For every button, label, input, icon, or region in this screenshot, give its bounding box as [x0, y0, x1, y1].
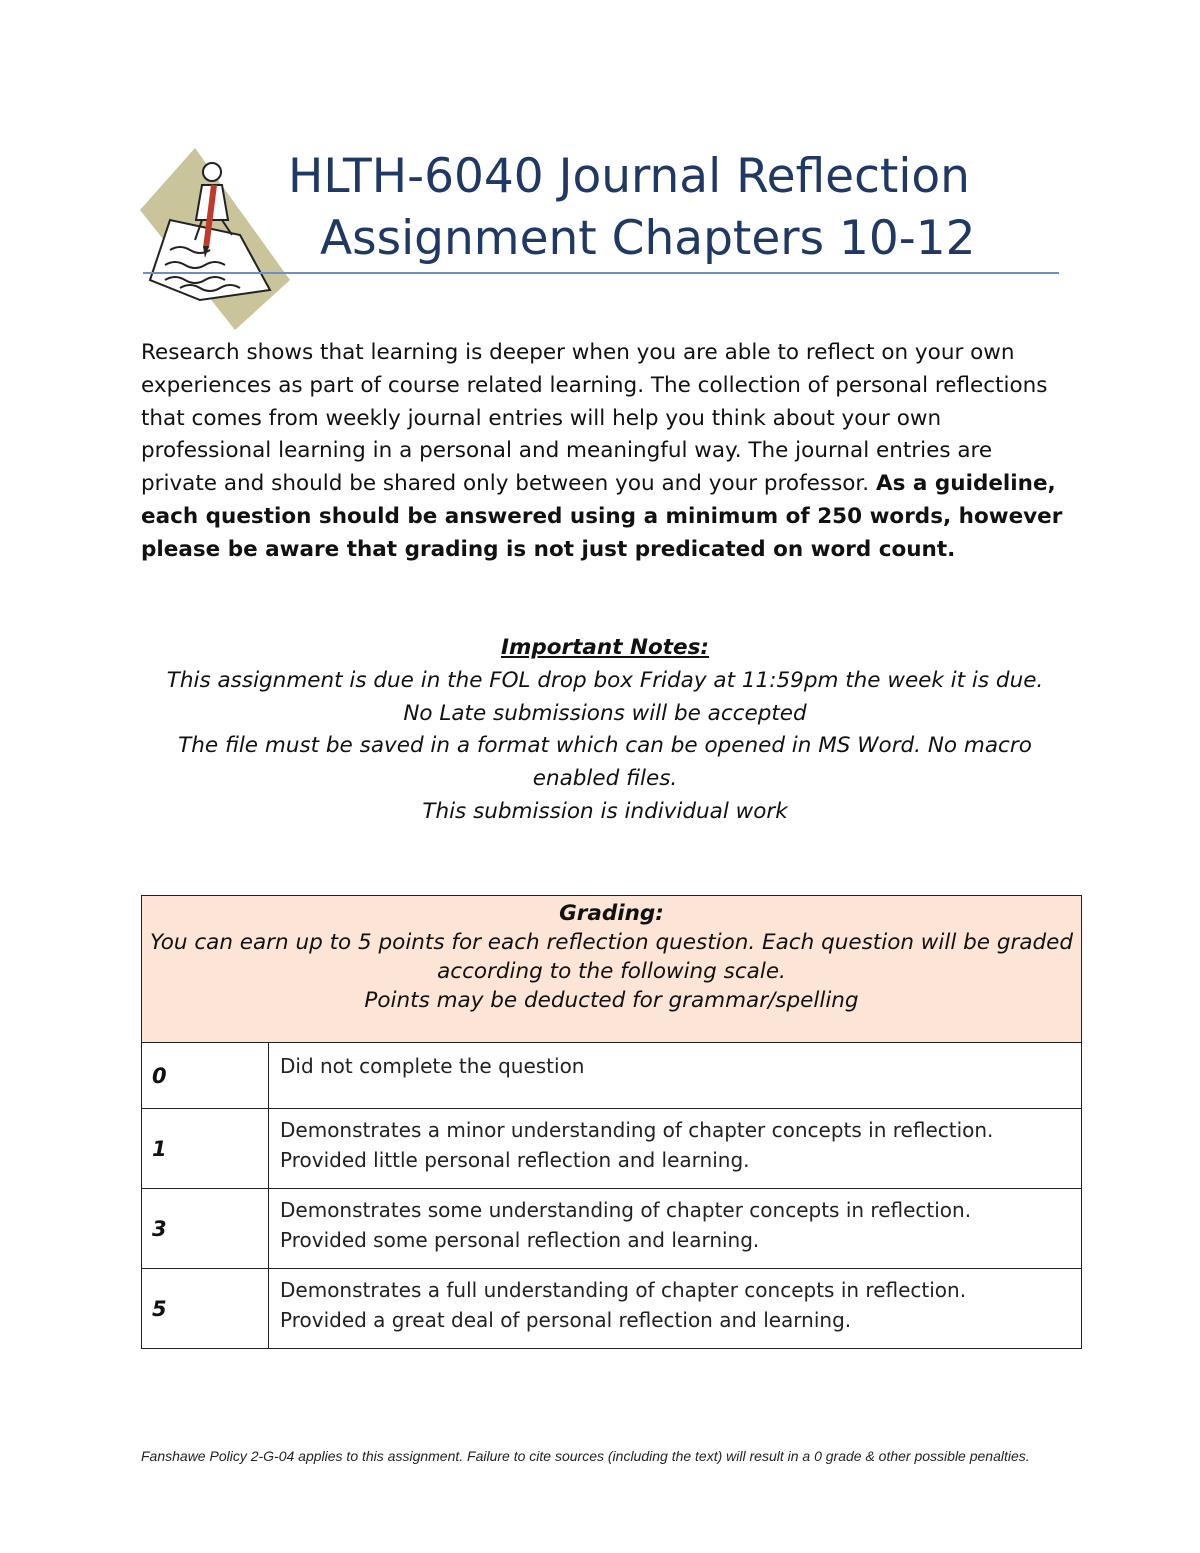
- grading-table: [141, 895, 1082, 1349]
- intro-bold-guideline: As a guideline, each question should be answered using a minimum of 250 words, however please be aware that grading is not just predicated on word count.: [141, 471, 1063, 562]
- score-cell: 0: [142, 1043, 269, 1109]
- table-row: [142, 1269, 1082, 1349]
- policy-footer: Fanshawe Policy 2-G-04 applies to this assignment. Failure to cite sources (including the text) will result in a 0 grade & other possible penalties.: [141, 1448, 1030, 1464]
- score-cell: 5: [142, 1269, 269, 1349]
- table-row: [142, 1043, 1082, 1109]
- description-line: Provided a great deal of personal reflection and learning.: [280, 1308, 852, 1332]
- grading-title: Grading:: [559, 901, 664, 926]
- description-cell: [269, 1109, 1082, 1189]
- description-cell: [269, 1269, 1082, 1349]
- intro-paragraph: [141, 337, 1066, 567]
- description-cell: [269, 1043, 1082, 1109]
- intro-text: Research shows that learning is deeper when you are able to reflect on your own experiences as part of course related learning. The collection of personal reflections that comes from weekly journal entries will help you think about your own professional learning in a personal and meaningful way. The journal entries are private and should be shared only between you and your professor.: [141, 340, 1048, 497]
- grading-description: You can earn up to 5 points for each reflection question. Each question will be graded according to the following scale.: [149, 930, 1074, 984]
- description-line: Demonstrates some understanding of chapter concepts in reflection.: [280, 1198, 972, 1222]
- grading-deduction-note: Points may be deducted for grammar/spelling: [364, 988, 859, 1013]
- notes-heading: Important Notes:: [500, 635, 710, 660]
- description-line: Provided some personal reflection and learning.: [280, 1228, 760, 1252]
- title-line-1: HLTH-6040 Journal Reflection: [288, 149, 970, 204]
- description-cell: [269, 1189, 1082, 1269]
- note-individual-work: This submission is individual work: [422, 798, 788, 824]
- table-row: [142, 1189, 1082, 1269]
- writer-with-pen-icon: [140, 140, 290, 330]
- description-line: Demonstrates a minor understanding of chapter concepts in reflection.: [280, 1118, 994, 1142]
- score-cell: 1: [142, 1109, 269, 1189]
- description-line: Did not complete the question: [280, 1054, 585, 1078]
- description-line: Demonstrates a full understanding of chapter concepts in reflection.: [280, 1278, 967, 1302]
- table-row: [142, 1109, 1082, 1189]
- title-line-2: Assignment Chapters 10-12: [320, 211, 976, 266]
- title-divider: [143, 272, 1059, 274]
- note-late-submissions: No Late submissions will be accepted: [403, 700, 807, 726]
- score-cell: 3: [142, 1189, 269, 1269]
- note-due-date: This assignment is due in the FOL drop box Friday at 11:59pm the week it is due.: [166, 667, 1044, 693]
- note-file-format: The file must be saved in a format which can be opened in MS Word. No macro enabled files.: [178, 733, 1032, 792]
- grading-header: [142, 896, 1082, 1043]
- page-title: [288, 146, 1063, 270]
- important-notes: [120, 632, 1090, 829]
- description-line: Provided little personal reflection and learning.: [280, 1148, 750, 1172]
